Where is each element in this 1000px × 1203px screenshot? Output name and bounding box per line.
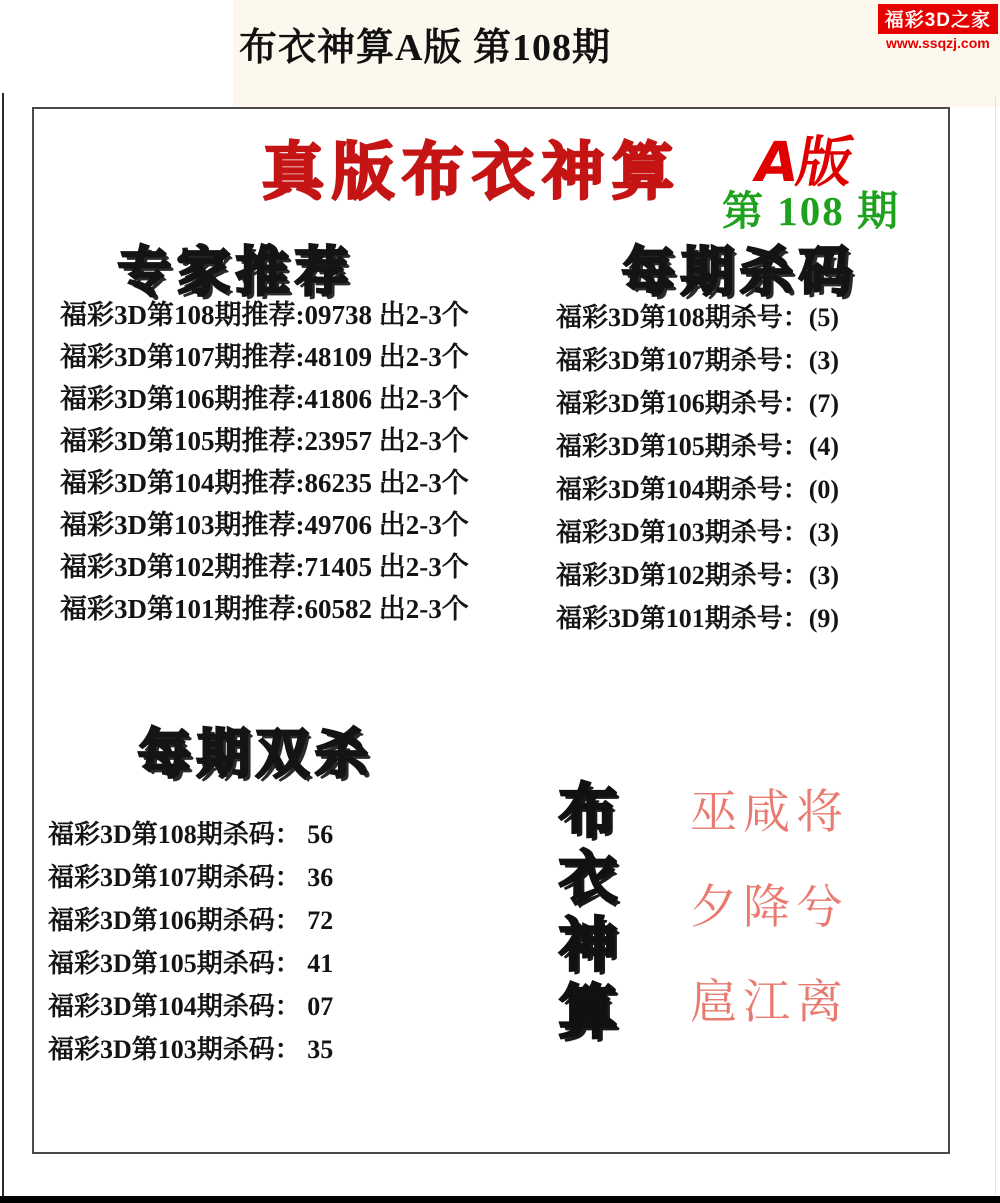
section-title-double-kill: 每期双杀 <box>138 724 374 785</box>
outer-right-border <box>995 95 996 1195</box>
bottom-black-bar <box>0 1196 1000 1203</box>
poem-text-block <box>690 788 849 1073</box>
list-item: 福彩3D第102期杀号：(3) <box>556 561 840 590</box>
vertical-brand-seal <box>548 778 628 1046</box>
list-item: 福彩3D第106期杀号：(7) <box>556 389 840 418</box>
expert-recommend-list <box>60 300 469 625</box>
seal-character: 布 <box>558 777 617 845</box>
section-title-expert-recommend: 专家推荐 <box>118 242 354 303</box>
poem-line: 巫咸将 <box>690 787 849 839</box>
banner-edition-label: A版 <box>749 130 859 194</box>
section-title-kill-code: 每期杀码 <box>622 242 858 303</box>
list-item: 福彩3D第105期推荐:23957 出2-3个 <box>60 426 469 456</box>
list-item: 福彩3D第107期杀号：(3) <box>556 346 840 375</box>
list-item: 福彩3D第104期杀号：(0) <box>556 475 840 504</box>
seal-character: 神 <box>558 911 617 979</box>
banner-title: 真版布衣神算 <box>262 135 683 208</box>
list-item: 福彩3D第101期推荐:60582 出2-3个 <box>60 594 469 624</box>
list-item: 福彩3D第103期杀码： 35 <box>48 1035 334 1064</box>
list-item: 福彩3D第105期杀码： 41 <box>48 949 334 978</box>
list-item: 福彩3D第103期杀号：(3) <box>556 518 840 547</box>
list-item: 福彩3D第107期推荐:48109 出2-3个 <box>60 342 469 372</box>
list-item: 福彩3D第104期杀码： 07 <box>48 992 334 1021</box>
list-item: 福彩3D第105期杀号：(4) <box>556 432 840 461</box>
list-item: 福彩3D第108期推荐:09738 出2-3个 <box>60 300 469 330</box>
list-item: 福彩3D第101期杀号：(9) <box>556 604 840 633</box>
site-name-badge: 福彩3D之家 <box>878 4 998 34</box>
page-title: 布衣神算A版 第108期 <box>239 27 611 69</box>
list-item: 福彩3D第107期杀码： 36 <box>48 863 334 892</box>
double-kill-list <box>48 820 333 1065</box>
seal-character: 算 <box>558 978 617 1046</box>
list-item: 福彩3D第108期杀码： 56 <box>48 820 334 849</box>
list-item: 福彩3D第106期推荐:41806 出2-3个 <box>60 384 469 414</box>
outer-left-border <box>2 93 4 1197</box>
site-url-link[interactable]: www.ssqzj.com <box>885 35 990 51</box>
poem-line: 扈江离 <box>690 977 849 1029</box>
kill-code-list <box>556 303 839 634</box>
list-item: 福彩3D第104期推荐:86235 出2-3个 <box>60 468 469 498</box>
list-item: 福彩3D第103期推荐:49706 出2-3个 <box>60 510 469 540</box>
site-logo <box>878 4 998 51</box>
list-item: 福彩3D第102期推荐:71405 出2-3个 <box>60 552 469 582</box>
seal-character: 衣 <box>558 844 617 912</box>
poem-line: 夕降兮 <box>690 882 849 934</box>
list-item: 福彩3D第108期杀号：(5) <box>556 303 840 332</box>
list-item: 福彩3D第106期杀码： 72 <box>48 906 334 935</box>
banner-issue-number: 第 108 期 <box>722 188 900 234</box>
